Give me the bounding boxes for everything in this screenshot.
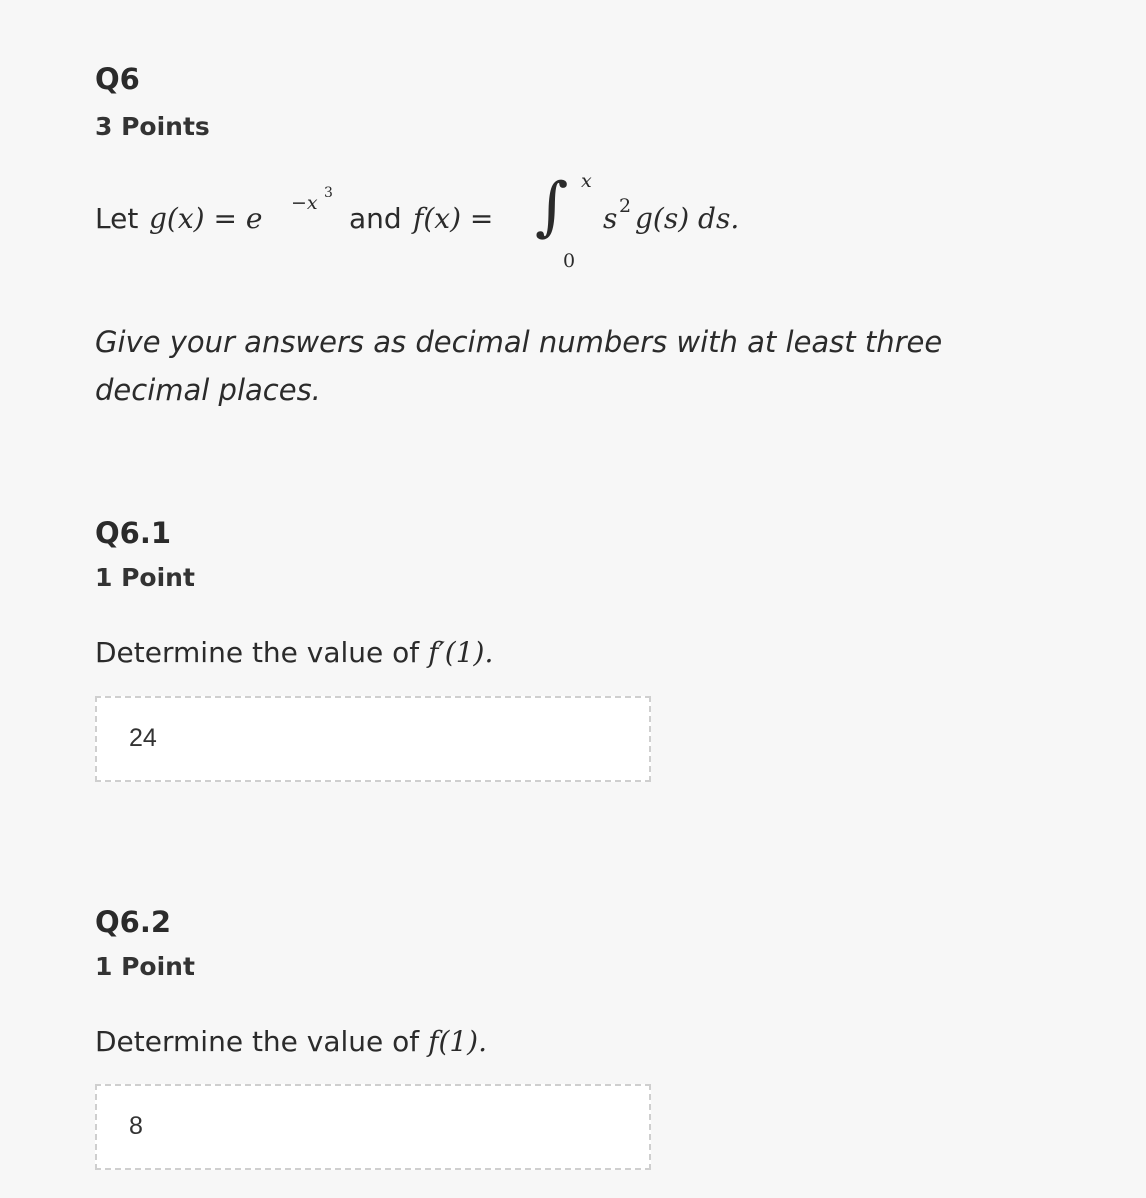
- integral-lower-limit: 0: [563, 250, 576, 272]
- answer-instructions: Give your answers as decimal numbers with at least three decimal places.: [95, 325, 943, 407]
- question-title: Q6: [95, 62, 140, 96]
- integrand-rest: g(s) ds.: [635, 202, 740, 235]
- subquestion-2-answer-value: 8: [129, 1112, 143, 1140]
- g-definition: g(x) = e: [149, 202, 263, 235]
- integrand-power: 2: [619, 195, 632, 217]
- subquestion-1-prompt: [95, 636, 493, 669]
- subquestion-2-prompt-math: f(1).: [428, 1025, 488, 1058]
- subquestion-1-prompt-text: Determine the value of: [95, 636, 420, 669]
- subquestion-2-points: 1 Point: [95, 952, 195, 981]
- subquestion-1-answer-input[interactable]: [95, 696, 651, 782]
- integral-upper-limit: x: [581, 170, 592, 192]
- subquestion-2-prompt: [95, 1025, 487, 1058]
- subquestion-1-points: 1 Point: [95, 563, 195, 592]
- subquestion-1-prompt-math: f′(1).: [428, 636, 494, 669]
- subquestion-2-prompt-text: Determine the value of: [95, 1025, 420, 1058]
- intro-and: and: [349, 202, 402, 235]
- subquestion-1-title: Q6.1: [95, 516, 172, 550]
- integrand-s: s: [603, 202, 618, 235]
- integral-sign: ∫: [535, 170, 569, 244]
- g-exponent: −x: [291, 192, 318, 214]
- subquestion-2-answer-input[interactable]: [95, 1084, 651, 1170]
- f-definition: f(x) =: [413, 202, 494, 235]
- question-definition: [95, 170, 895, 280]
- subquestion-1-answer-value: 24: [129, 724, 157, 752]
- intro-let: Let: [95, 202, 139, 235]
- subquestion-2-title: Q6.2: [95, 905, 172, 939]
- question-points: 3 Points: [95, 112, 210, 141]
- g-exponent-power: 3: [324, 185, 333, 201]
